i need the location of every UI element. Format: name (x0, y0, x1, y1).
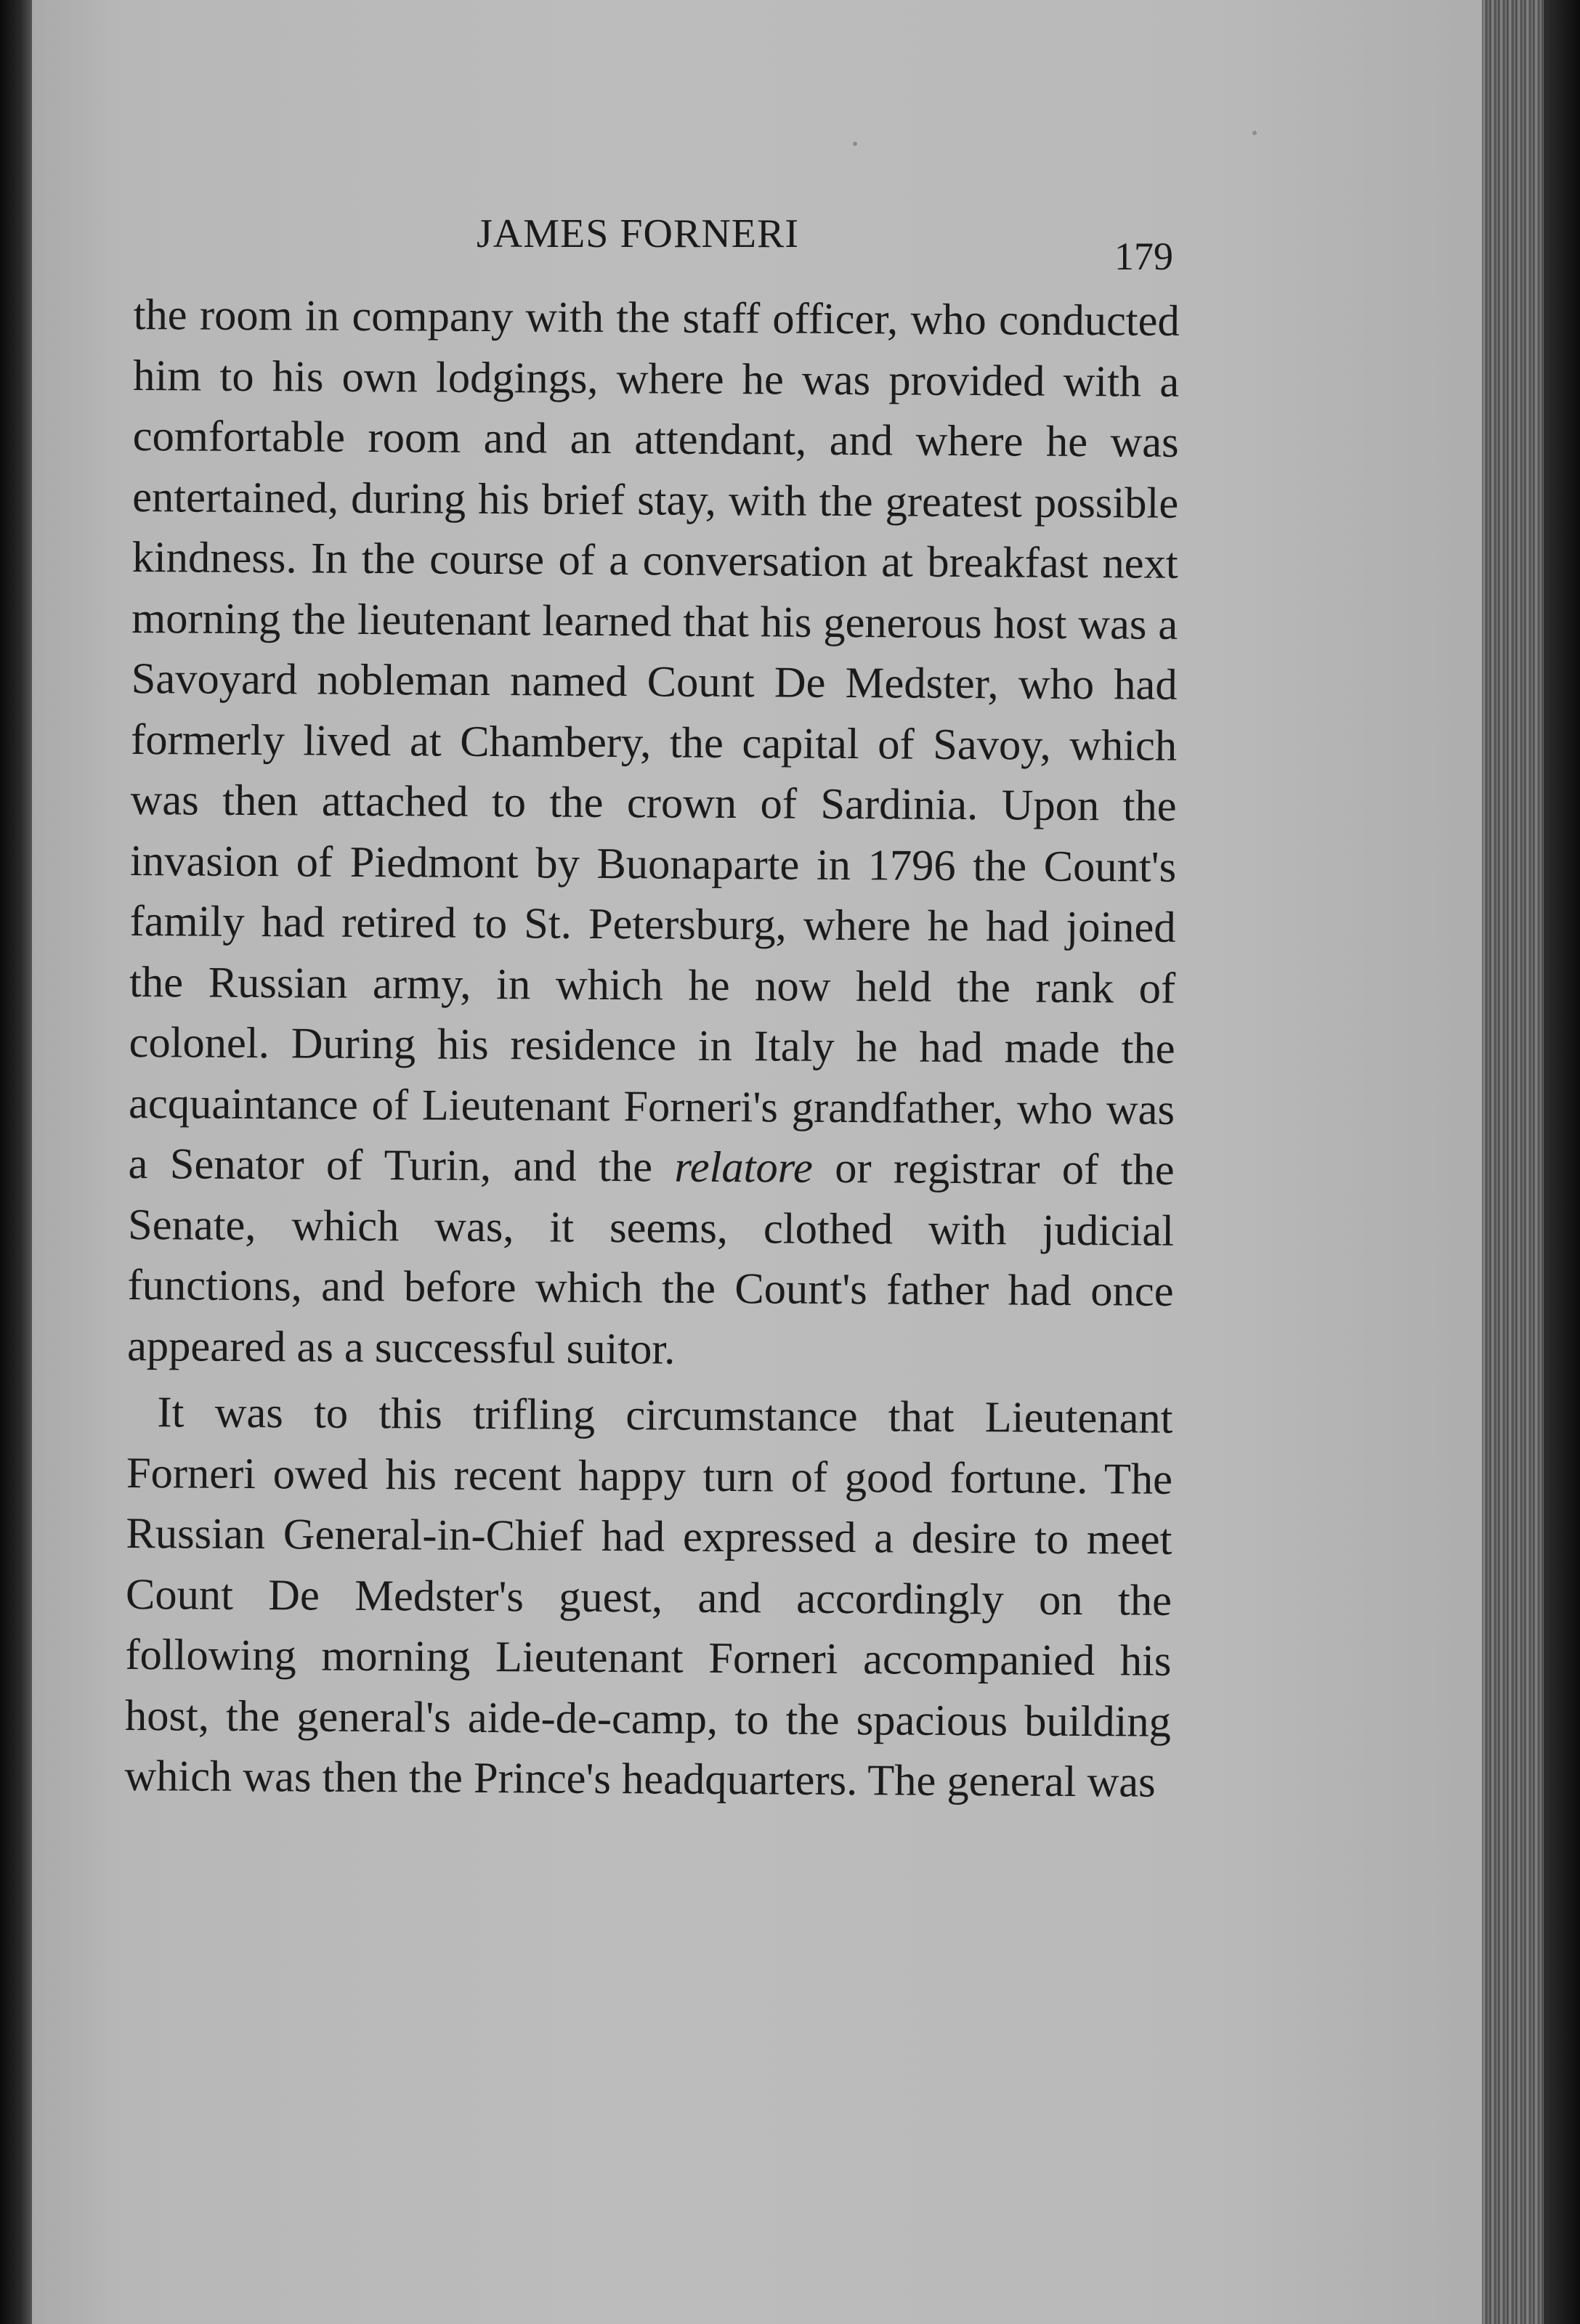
book-cover-right-edge (1544, 0, 1580, 2324)
italic-term: relatore (674, 1142, 814, 1193)
paragraph: It was to this trifling circumstance that Lieutenant Forneri owed his recent happy turn of good fortune. The Russian General-in-Chief had expressed a desire to meet Count De Medster's guest, and accordingly on the following morning Lieutenant Forneri accompanied his host, the general's aide-de-camp, to the spacious building which was then the Prince's headquarters. The general was (124, 1388, 1173, 1807)
paper-speck (853, 142, 857, 146)
running-head (105, 211, 1194, 276)
body-text (124, 285, 1180, 1813)
running-head-title: JAMES FORNERI (477, 211, 799, 256)
page-number: 179 (1114, 235, 1173, 278)
book-page (32, 0, 1514, 2324)
paragraph: the room in company with the staff officer, who conducted him to his own lodgings, where he was provided with a comfortable room and an attendant, and where he was entertained, during his brief stay, with the greatest possible kindness. In the course of a conversation at breakfast next morning the lieutenant learned that his generous host was a Savoyard nobleman named Count De Medster, who had formerly lived at Chambery, the capital of Savoy, which was then attached to the crown of Sardinia. Upon the invasion of Piedmont by Buonaparte in 1796 the Count's family had retired to St. Petersburg, where he had joined the Russian army, in which he now held the rank of colonel. During his residence in Italy he had made the acquaintance of Lieutenant Forneri's grandfather, who was a Senator of Turin, and the relatore or registrar of the Senate, which was, it seems, clothed with judicial functions, and before which the Count's father had once appeared as a successful suitor. (126, 290, 1180, 1374)
paper-speck (1252, 131, 1257, 135)
